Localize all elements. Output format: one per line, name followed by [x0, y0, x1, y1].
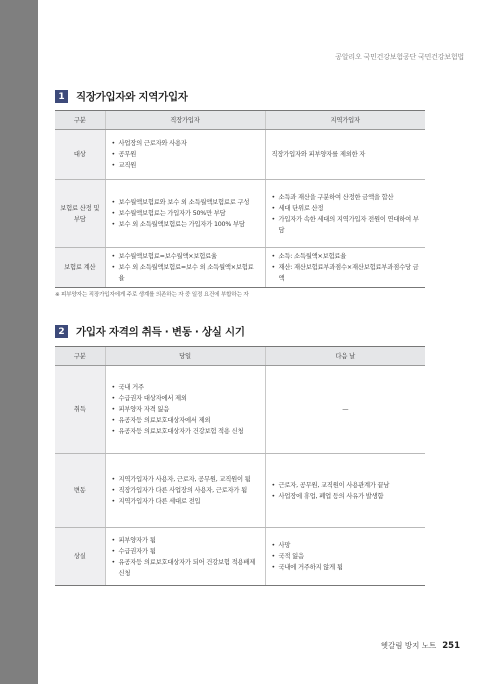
same-day-cell	[105, 528, 265, 586]
table-row	[55, 366, 425, 454]
list-item: • 보수 외 소득월액보험료는 가입자가 100% 부담	[112, 219, 259, 230]
regional-cell	[265, 248, 425, 288]
list-item: • 국적 잃음	[272, 551, 420, 562]
section-1-number: 1	[55, 90, 68, 103]
list-item: • 피부양자 자격 잃음	[112, 404, 259, 415]
next-day-cell: —	[265, 366, 425, 454]
column-header: 당일	[105, 347, 265, 366]
list-item: • 보수 외 소득월액보험료=보수 외 소득월액×보험료율	[112, 262, 259, 284]
list-item: • 공무원	[112, 149, 259, 160]
row-category: 변동	[55, 454, 105, 528]
list-item: • 지역가입자가 다른 세대로 전입	[112, 496, 259, 507]
regional-cell	[265, 130, 425, 180]
employee-cell	[105, 248, 265, 288]
section-2-number: 2	[55, 325, 68, 338]
next-day-cell	[265, 528, 425, 586]
list-item: • 지역가입자가 사용자, 근로자, 공무원, 교직원이 됨	[112, 474, 259, 485]
list-item: • 재산: 재산보험료부과점수×재산보험료부과점수당 금액	[272, 262, 420, 284]
footnote: ※ 피부양자는 직장가입자에게 주로 생계를 의존하는 자 중 일정 요건에 부합하는 자	[55, 292, 249, 298]
same-day-cell	[105, 366, 265, 454]
list-item: • 사업장의 근로자와 사용자	[112, 138, 259, 149]
regional-cell	[265, 180, 425, 248]
list-item: • 근로자, 공무원, 교직원이 사용관계가 끝남	[272, 480, 420, 491]
list-item: • 보수월액보험료와 보수 외 소득월액보험료로 구성	[112, 197, 259, 208]
list-item: • 세대 단위로 산정	[272, 203, 420, 214]
list-item: • 수급권자가 됨	[112, 546, 259, 557]
list-item: • 사업장에 휴업, 폐업 등의 사유가 발생함	[272, 491, 420, 502]
table-row	[55, 528, 425, 586]
page-footer	[381, 640, 460, 651]
list-item: • 직장가입자가 다른 사업장의 사용자, 근로자가 됨	[112, 485, 259, 496]
table-header-row	[55, 111, 425, 130]
section-2-heading	[55, 324, 245, 339]
list-item: • 가입자가 속한 세대의 지역가입자 전원이 연대하여 부담	[272, 214, 420, 236]
section-1-title: 직장가입자와 지역가입자	[76, 91, 188, 103]
table-row	[55, 248, 425, 288]
footer-label: 헷갈림 방지 노트	[380, 641, 437, 650]
list-item: • 교직원	[112, 160, 259, 171]
list-item: • 국내에 거주하지 않게 됨	[272, 562, 420, 573]
row-category: 취득	[55, 366, 105, 454]
list-item: • 국내 거주	[112, 382, 259, 393]
next-day-cell	[265, 454, 425, 528]
column-header: 지역가입자	[265, 111, 425, 130]
row-category: 보험료 계산	[55, 248, 105, 288]
cell-text: 직장가입자와 피부양자를 제외한 자	[271, 151, 366, 158]
list-item: • 수급권자 대상자에서 제외	[112, 393, 259, 404]
section-1-heading	[55, 89, 188, 104]
list-item: • 유공자등 의료보호대상자가 건강보험 적용 신청	[112, 426, 259, 437]
list-item: • 사망	[272, 540, 420, 551]
membership-types-table	[55, 110, 425, 288]
column-header: 다음 날	[265, 347, 425, 366]
column-header: 구분	[55, 347, 105, 366]
page-number: 251	[442, 640, 460, 651]
table-row	[55, 180, 425, 248]
same-day-cell	[105, 454, 265, 528]
running-header: 공알리오 국민건강보험공단 국민건강보험법	[335, 53, 464, 61]
list-item: • 소득과 재산을 구분하여 산정한 금액을 합산	[272, 192, 420, 203]
list-item: • 보수월액보험료는 가입자가 50%만 부담	[112, 208, 259, 219]
employee-cell	[105, 130, 265, 180]
list-item: • 유공자등 의료보호대상자가 되어 건강보험 적용배제 신청	[112, 557, 259, 579]
list-item: • 피부양자가 됨	[112, 535, 259, 546]
row-category: 대상	[55, 130, 105, 180]
table-row	[55, 130, 425, 180]
column-header: 직장가입자	[105, 111, 265, 130]
list-item: • 소득: 소득월액×보험료율	[272, 251, 420, 262]
list-item: • 유공자등 의료보호대상자에서 제외	[112, 415, 259, 426]
list-item: • 보수월액보험료=보수월액×보험료율	[112, 251, 259, 262]
row-category: 상실	[55, 528, 105, 586]
section-2-title: 가입자 자격의 취득 · 변동 · 상실 시기	[76, 326, 245, 338]
table-header-row	[55, 347, 425, 366]
row-category: 보험료 산정 및 부담	[55, 180, 105, 248]
eligibility-timing-table	[55, 346, 425, 586]
column-header: 구분	[55, 111, 105, 130]
table-row	[55, 454, 425, 528]
employee-cell	[105, 180, 265, 248]
